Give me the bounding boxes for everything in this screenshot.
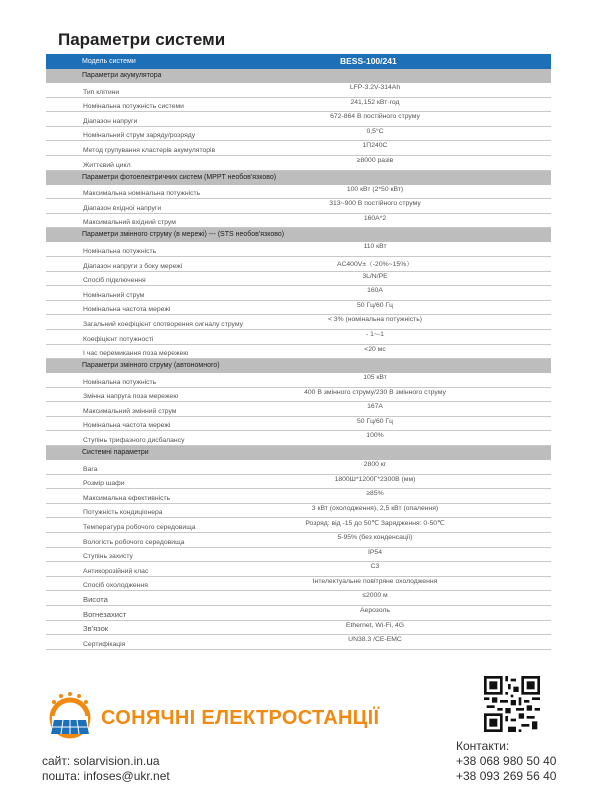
param-value: ≥8000 разів	[356, 156, 394, 164]
spec-table	[46, 54, 551, 650]
param-label: Номінальний струм	[83, 291, 145, 299]
param-label: Діапазон вхідної напруги	[83, 204, 162, 212]
table-row	[46, 489, 551, 504]
param-label: Коефіцієнт потужності	[83, 335, 154, 343]
header-label: Модель системи	[82, 58, 136, 65]
param-label: Змінна напруга поза мережею	[83, 393, 179, 401]
param-value: 2800 кг	[363, 461, 387, 469]
param-label: Спосіб охолодження	[83, 582, 148, 590]
table-row	[46, 606, 551, 621]
param-label: Метод групування кластерів акумуляторів	[83, 146, 216, 154]
param-value: 5-95% (без конденсації)	[337, 534, 413, 542]
param-value: LFP-3.2V-314Ah	[349, 84, 401, 91]
solar-logo-icon	[46, 688, 101, 743]
param-value: ≤2000 м	[362, 592, 388, 600]
param-label: Номінальна частота мережі	[83, 306, 171, 314]
param-value: 1800Ш*1200Г*2300В (мм)	[334, 475, 416, 483]
table-row	[46, 591, 551, 606]
table-header-row	[46, 54, 551, 69]
table-row	[46, 548, 551, 563]
table-row	[46, 402, 551, 417]
table-row	[46, 635, 551, 650]
param-label: Потужність кондиціонера	[83, 509, 163, 517]
param-value: 0,5°C	[366, 127, 384, 135]
table-row	[46, 301, 551, 316]
param-label: Вологість робочого середовища	[83, 538, 185, 546]
param-value: 50 Гц/60 Гц	[357, 301, 393, 309]
brand-name: СОНЯЧНІ ЕЛЕКТРОСТАНЦІЇ	[101, 707, 380, 729]
table-row	[46, 127, 551, 142]
section-header	[46, 228, 551, 242]
param-label: Максимальний змінний струм	[83, 407, 177, 415]
param-value: Розряд: від -15 до 50℃ Зарядження: 0-50℃	[305, 520, 445, 528]
table-body	[46, 69, 551, 650]
table-row	[46, 199, 551, 214]
param-label: Діапазон напруги з боку мережі	[83, 262, 183, 270]
email-link[interactable]: пошта: infoses@ukr.net	[42, 769, 170, 783]
section-title: Системні параметри	[82, 449, 149, 457]
param-label: Максимальна ефективність	[83, 494, 171, 502]
section-title: Параметри змінного струму (автономного)	[82, 362, 220, 370]
param-label: Номінальна потужність	[83, 378, 157, 386]
table-row	[46, 330, 551, 345]
table-row	[46, 98, 551, 113]
section-header	[46, 171, 551, 185]
param-label: І час перемикання поза мережею	[83, 350, 189, 358]
contacts-label: Контакти:	[456, 739, 510, 753]
table-row	[46, 257, 551, 272]
table-row	[46, 577, 551, 592]
table-row	[46, 460, 551, 475]
table-row	[46, 388, 551, 403]
section-title: Параметри змінного струму (в мережі) --- (STS необов'язково)	[82, 231, 285, 239]
param-value: Аерозоль	[360, 607, 390, 614]
table-row	[46, 242, 551, 257]
param-value: ≥85%	[366, 490, 384, 498]
param-value: 167А	[367, 403, 383, 411]
table-row	[46, 185, 551, 200]
section-header	[46, 359, 551, 373]
site-link[interactable]: сайт: solarvision.in.ua	[42, 754, 160, 768]
phone-2: +38 093 269 56 40	[456, 769, 557, 783]
param-value: 160А*2	[363, 214, 387, 222]
table-row	[46, 373, 551, 388]
param-label: Номінальна потужність системи	[83, 103, 184, 111]
param-value: Ethernet, Wi-Fi, 4G	[345, 621, 405, 629]
table-row	[46, 417, 551, 432]
table-row	[46, 315, 551, 330]
param-value: 110 кВт	[363, 243, 387, 251]
param-value: - 1~-1	[366, 330, 384, 338]
table-row	[46, 214, 551, 229]
param-label: Максимальна номінальна потужність	[83, 190, 201, 198]
param-value: 241,152 кВт·год	[350, 98, 400, 106]
param-value: 105 кВт	[363, 374, 387, 382]
param-label: Тип клітини	[83, 88, 120, 96]
table-row	[46, 431, 551, 446]
param-value: 100%	[366, 432, 384, 440]
table-row	[46, 141, 551, 156]
page-title: Параметри системи	[58, 30, 226, 49]
param-value: 313~900 В постійного струму	[329, 200, 421, 208]
param-label: Вага	[83, 465, 98, 473]
qr-code-icon	[484, 676, 540, 732]
param-value: 1П240С	[362, 142, 388, 150]
param-value: IP54	[368, 548, 382, 556]
param-label: Спосіб підключення	[83, 277, 146, 285]
param-label: Життєвий цикл	[83, 161, 131, 169]
param-label: Максимальний вхідний струм	[83, 219, 176, 227]
param-value: 50 Гц/60 Гц	[357, 417, 393, 425]
param-value: 100 кВт (2*50 кВт)	[346, 185, 404, 193]
param-label: Діапазон напруги	[83, 117, 138, 125]
param-value: UN38.3 /CE-EMC	[348, 636, 402, 644]
table-row	[46, 621, 551, 636]
param-value: 672-864 В постійного струму	[330, 113, 420, 121]
table-row	[46, 504, 551, 519]
param-value: 160А	[367, 287, 383, 295]
param-value: Інтелектуальне повітряне охолодження	[312, 577, 438, 585]
param-value: AC400V±（-20%~15%）	[336, 260, 414, 268]
param-label: Номінальна потужність	[83, 247, 157, 255]
param-value: C3	[370, 563, 380, 571]
param-label: Антикорозійний клас	[83, 567, 149, 575]
section-title: Параметри акумулятора	[82, 72, 162, 79]
param-value: <20 мс	[364, 345, 386, 353]
table-row	[46, 475, 551, 490]
table-row	[46, 83, 551, 98]
param-label: Вогнезахист	[83, 609, 127, 619]
table-row	[46, 518, 551, 533]
param-label: Зв'язок	[83, 624, 109, 634]
phone-1: +38 068 980 50 40	[456, 754, 557, 768]
table-row	[46, 286, 551, 301]
table-row	[46, 112, 551, 127]
section-title: Параметри фотоелектричних систем (MPPT необов'язково)	[82, 173, 277, 181]
param-label: Номінальний струм заряду/розряду	[83, 132, 196, 140]
table-row	[46, 345, 551, 360]
table-row	[46, 156, 551, 171]
param-label: Температура робочого середовища	[83, 524, 196, 532]
header-model-value: BESS-100/241	[340, 56, 397, 66]
table-row	[46, 562, 551, 577]
param-label: Загальний коефіцієнт спотворення сигналу струму	[83, 320, 243, 328]
param-value: 3L/N/PE	[362, 272, 388, 280]
table-row	[46, 533, 551, 548]
param-value: 3 кВт (охолодження), 2,5 кВт (опалення)	[311, 504, 439, 512]
param-value: 400 В змінного струму/230 В змінного струму	[304, 388, 446, 396]
section-header	[46, 446, 551, 460]
table-row	[46, 272, 551, 287]
param-label: Розмір шафи	[83, 480, 125, 488]
param-value: < 3% (номінальна потужність)	[327, 316, 423, 324]
param-label: Ступінь захисту	[83, 553, 133, 561]
param-label: Ступінь трифазного дисбалансу	[83, 437, 185, 445]
param-label: Номінальна частота мережі	[83, 422, 171, 430]
section-header	[46, 69, 551, 83]
param-label: Висота	[83, 595, 108, 604]
param-label: Сертифікація	[83, 640, 126, 648]
